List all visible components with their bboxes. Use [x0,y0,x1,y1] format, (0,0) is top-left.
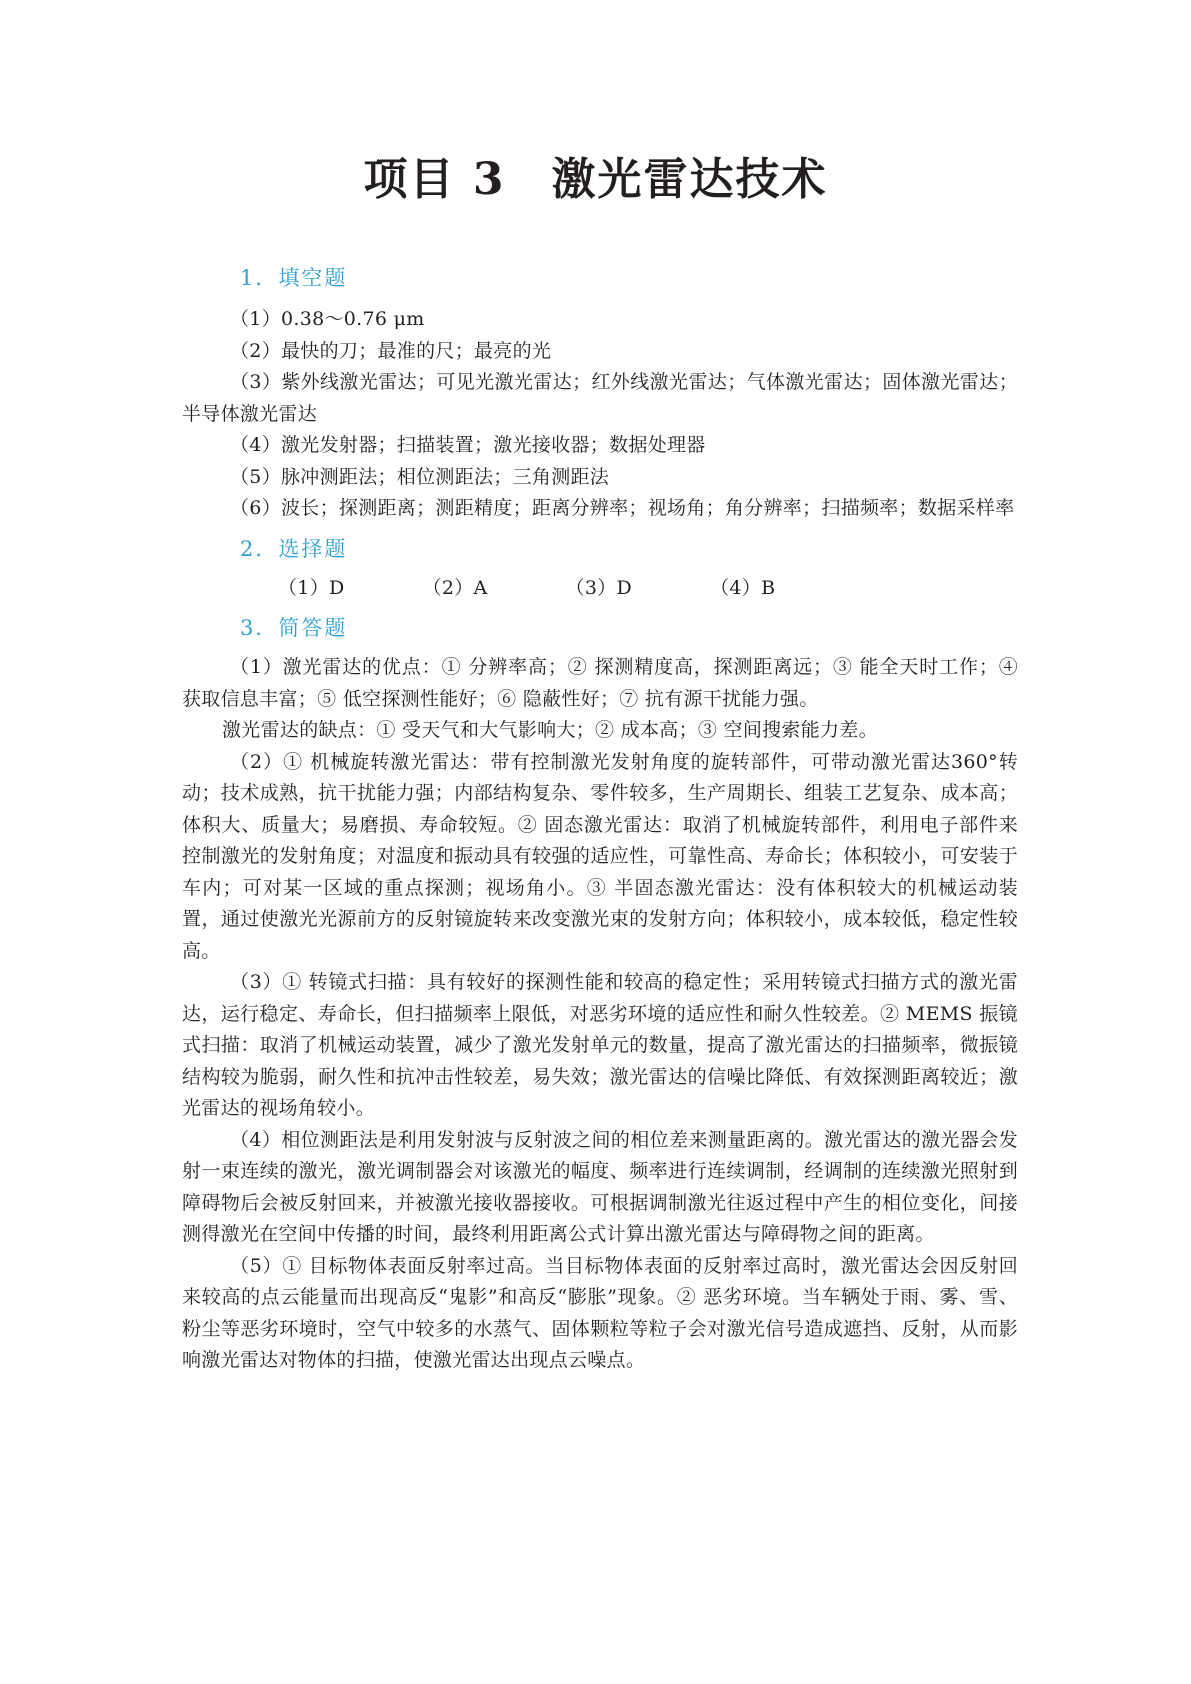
choice-answer: （4）B [710,576,776,599]
choice-answer: （2）A [422,576,488,599]
answer-item: （3）紫外线激光雷达；可见光激光雷达；红外线激光雷达；气体激光雷达；固体激光雷达；半导体激光雷达 [182,371,1018,425]
answer-item: （3）① 转镜式扫描：具有较好的探测性能和较高的稳定性；采用转镜式扫描方式的激光雷达，运行稳定、寿命长，但扫描频率上限低，对恶劣环境的适应性和耐久性较差。② MEMS 振镜式扫描：取消了机械运动装置，减少了激光发射单元的数量，提高了激光雷达的扫描频率，微振镜结构较为脆弱，耐久性和抗冲击性较差，易失效；激光雷达的信噪比降低、有效探测距离较近；激光雷达的视场角较小。 [182,971,1018,1119]
answer-item: （4）相位测距法是利用发射波与反射波之间的相位差来测量距离的。激光雷达的激光器会发射一束连续的激光，激光调制器会对该激光的幅度、频率进行连续调制，经调制的连续激光照射到障碍物后会被反射回来，并被激光接收器接收。可根据调制激光往返过程中产生的相位变化，间接测得激光在空间中传播的时间，最终利用距离公式计算出激光雷达与障碍物之间的距离。 [182,1128,1018,1245]
choice-answer: （3）D [565,576,633,599]
answer-item: 激光雷达的缺点：① 受天气和大气影响大；② 成本高；③ 空间搜索能力差。 [222,719,878,741]
choice-answers [182,573,1018,605]
answer-item: （2）最快的刀；最准的尺；最亮的光 [230,339,552,362]
page-title: 项目 3 激光雷达技术 [363,154,828,205]
answer-item: （6）波长；探测距离；测距精度；距离分辨率；视场角；角分辨率；扫描频率；数据采样率 [230,497,1015,519]
section-heading-short-answer: 3．简答题 [240,616,348,640]
answer-item: （5）脉冲测距法；相位测距法；三角测距法 [230,465,610,488]
answer-item: （4）激光发射器；扫描装置；激光接收器；数据处理器 [230,434,706,456]
document-body [182,262,1018,1377]
section-heading-fill-blank: 1．填空题 [240,266,348,290]
answer-item: （5）① 目标物体表面反射率过高。当目标物体表面的反射率过高时，激光雷达会因反射回来较高的点云能量而出现高反“鬼影”和高反“膨胀”现象。② 恶劣环境。当车辆处于雨、雾、雪、粉尘等恶劣环境时，空气中较多的水蒸气、固体颗粒等粒子会对激光信号造成遮挡、反射，从而影响激光雷达对物体的扫描，使激光雷达出现点云噪点。 [182,1254,1018,1371]
answer-item: （1）0.38～0.76 μm [230,308,425,330]
choice-answer: （1）D [278,576,345,599]
answer-item: （1）激光雷达的优点：① 分辨率高；② 探测精度高，探测距离远；③ 能全天时工作；④ 获取信息丰富；⑤ 低空探测性能好；⑥ 隐蔽性好；⑦ 抗有源干扰能力强。 [182,656,1018,710]
section-heading-multiple-choice: 2．选择题 [240,536,348,561]
answer-item: （2）① 机械旋转激光雷达：带有控制激光发射角度的旋转部件，可带动激光雷达360°转动；技术成熟，抗干扰能力强；内部结构复杂、零件较多，生产周期长、组装工艺复杂、成本高；体积大、质量大；易磨损、寿命较短。② 固态激光雷达：取消了机械旋转部件，利用电子部件来控制激光的发射角度；对温度和振动具有较强的适应性，可靠性高、寿命长；体积较小，可安装于车内；可对某一区域的重点探测；视场角小。③ 半固态激光雷达：没有体积较大的机械运动装置，通过使激光光源前方的反射镜旋转来改变激光束的发射方向；体积较小，成本较低，稳定性较高。 [182,750,1018,962]
